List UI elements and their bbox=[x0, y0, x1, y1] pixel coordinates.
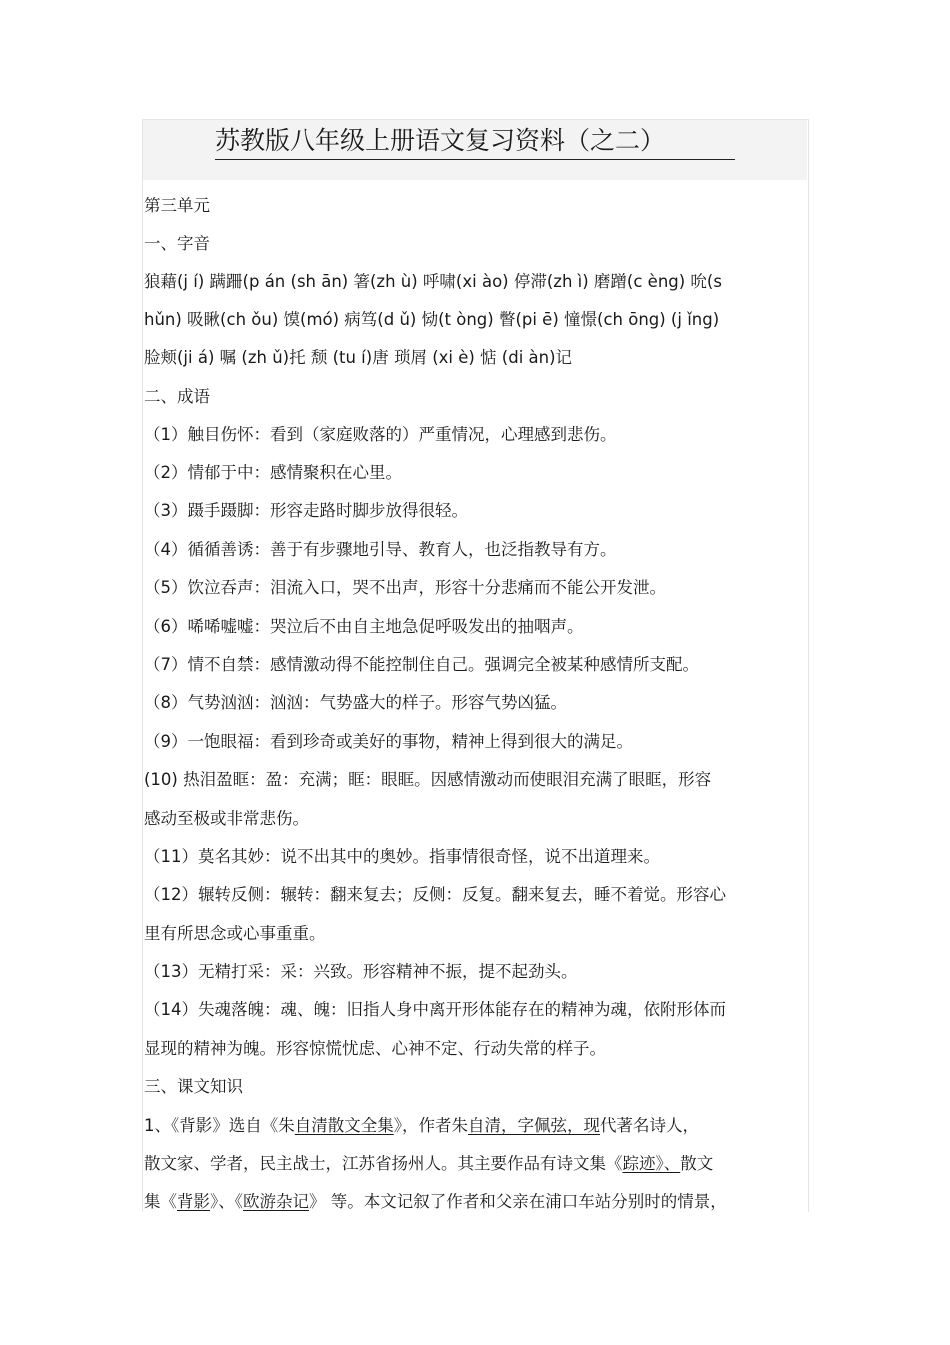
pinyin-line: 狼藉(j í) 蹒跚(p án (sh ān) 箸(zh ù) 呼啸(xi ào) 停滞(zh ì) 磨蹭(c èng) 吮(s bbox=[144, 272, 722, 291]
knowledge-line bbox=[144, 1115, 699, 1137]
text-run: 1、《背影》选自《朱 bbox=[144, 1116, 295, 1135]
underlined-text: 踪迹》、 bbox=[622, 1154, 681, 1173]
idiom-line: （7）情不自禁：感情激动得不能控制住自己。强调完全被某种感情所支配。 bbox=[144, 655, 699, 674]
idiom-line: （2）情郁于中：感情聚积在心里。 bbox=[144, 463, 402, 482]
section-heading-pronunciation: 一、字音 bbox=[144, 234, 210, 253]
section-heading-knowledge: 三、课文知识 bbox=[144, 1077, 243, 1096]
knowledge-line bbox=[144, 1191, 727, 1213]
idiom-line: （6）唏唏嘘嘘：哭泣后不由自主地急促呼吸发出的抽咽声。 bbox=[144, 617, 584, 636]
idiom-line: 感动至极或非常悲伤。 bbox=[144, 809, 309, 828]
idiom-line: （8）气势汹汹：汹汹：气势盛大的样子。形容气势凶猛。 bbox=[144, 693, 567, 712]
underlined-text: 自清，字佩弦，现 bbox=[468, 1116, 600, 1135]
text-run: 》、《 bbox=[210, 1192, 243, 1211]
unit-heading: 第三单元 bbox=[144, 196, 210, 215]
document-title: 苏教版八年级上册语文复习资料（之二） bbox=[215, 124, 735, 160]
underlined-text: 自清散文全集 bbox=[294, 1116, 394, 1135]
text-run: 散文 bbox=[680, 1154, 714, 1173]
idiom-line: （12）辗转反侧：辗转：翻来复去；反侧：反复。翻来复去，睡不着觉。形容心 bbox=[144, 885, 726, 904]
pinyin-line: hǔn) 吸瞅(ch ǒu) 馍(mó) 病笃(d ǔ) 恸(t òng) 瞥(pi ē) 憧憬(ch ōng) (j ǐng) bbox=[144, 310, 720, 329]
idiom-line: (10) 热泪盈眶：盈：充满；眶：眼眶。因感情激动而使眼泪充满了眼眶，形容 bbox=[144, 770, 712, 789]
knowledge-line bbox=[144, 1153, 713, 1175]
idiom-line: （9）一饱眼福：看到珍奇或美好的事物，精神上得到很大的满足。 bbox=[144, 732, 633, 751]
text-run: 代著名诗人， bbox=[600, 1116, 699, 1135]
idiom-line: （5）饮泣吞声：泪流入口，哭不出声，形容十分悲痛而不能公开发泄。 bbox=[144, 578, 666, 597]
underlined-text: 背影 bbox=[177, 1192, 210, 1211]
idiom-line: （14）失魂落魄：魂、魄：旧指人身中离开形体能存在的精神为魂，依附形体而 bbox=[144, 1000, 726, 1019]
text-run: 》，作者朱 bbox=[393, 1116, 468, 1135]
idiom-line: （3）蹑手蹑脚：形容走路时脚步放得很轻。 bbox=[144, 501, 468, 520]
text-run: 集《 bbox=[144, 1192, 177, 1211]
idiom-line: （4）循循善诱：善于有步骤地引导、教育人，也泛指教导有方。 bbox=[144, 540, 617, 559]
underlined-text: 欧游杂记 bbox=[243, 1192, 309, 1211]
text-run: 》 等。本文记叙了作者和父亲在浦口车站分别时的情景， bbox=[309, 1192, 727, 1211]
idiom-line: （13）无精打采：采：兴致。形容精神不振，提不起劲头。 bbox=[144, 962, 578, 981]
pinyin-line: 脸颊(ji á) 嘱 (zh ǔ)托 颓 (tu í)唐 琐屑 (xi è) 惦 (di àn)记 bbox=[144, 348, 573, 367]
idiom-line: （11）莫名其妙：说不出其中的奥妙。指事情很奇怪，说不出道理来。 bbox=[144, 847, 660, 866]
idiom-line: （1）触目伤怀：看到（家庭败落的）严重情况，心理感到悲伤。 bbox=[144, 425, 617, 444]
idiom-line: 里有所思念或心事重重。 bbox=[144, 924, 326, 943]
text-run: 散文家、学者，民主战士，江苏省扬州人。其主要作品有诗文集《 bbox=[144, 1154, 623, 1173]
section-heading-idioms: 二、成语 bbox=[144, 387, 210, 406]
idiom-line: 显现的精神为魄。形容惊慌忧虑、心神不定、行动失常的样子。 bbox=[144, 1039, 606, 1058]
